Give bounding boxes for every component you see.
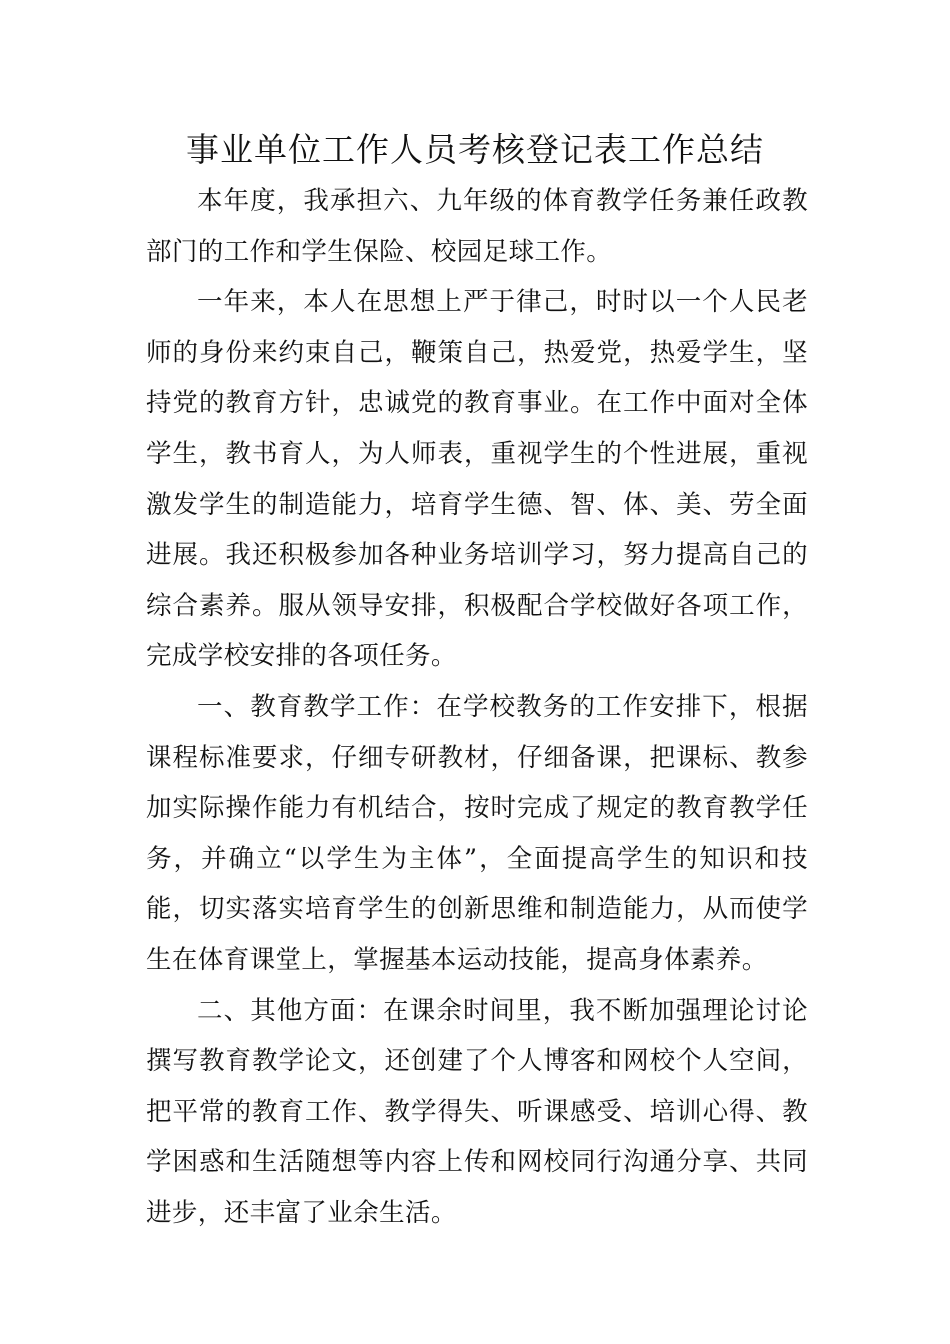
paragraph-conduct: 一年来，本人在思想上严于律己，时时以一个人民老师的身份来约束自己，鞭策自己，热爱党，热爱学生，坚持党的教育方针，忠诚党的教育事业。在工作中面对全体学生，教书育人，为人师表，重视学生的个性进展，重视激发学生的制造能力，培育学生德、智、体、美、劳全面进展。我还积极参加各种业务培训学习，努力提高自己的综合素养。服从领导安排，积极配合学校做好各项工作，完成学校安排的各项任务。 — [146, 287, 808, 672]
document-body — [146, 176, 808, 1238]
paragraph-teaching-work: 一、教育教学工作：在学校教务的工作安排下，根据课程标准要求，仔细专研教材，仔细备课，把课标、教参加实际操作能力有机结合，按时完成了规定的教育教学任务，并确立“以学生为主体”，全面提高学生的知识和技能，切实落实培育学生的创新思维和制造能力，从而使学生在体育课堂上，掌握基本运动技能，提高身体素养。 — [146, 691, 808, 975]
document-title: 事业单位工作人员考核登记表工作总结 — [186, 130, 764, 169]
paragraph-other-aspects: 二、其他方面：在课余时间里，我不断加强理论讨论撰写教育教学论文，还创建了个人博客和网校个人空间，把平常的教育工作、教学得失、听课感受、培训心得、教学困惑和生活随想等内容上传和网校同行沟通分享、共同进步，还丰富了业余生活。 — [146, 995, 808, 1228]
paragraph-intro: 本年度，我承担六、九年级的体育教学任务兼任政教部门的工作和学生保险、校园足球工作。 — [146, 186, 808, 267]
